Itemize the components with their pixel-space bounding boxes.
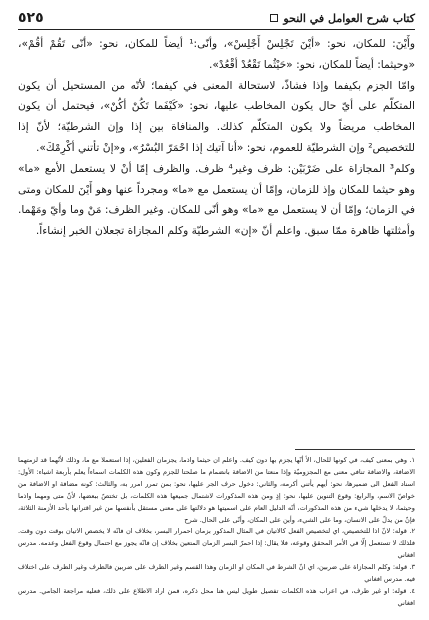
paragraph: وأَيْنَ: للمكان، نحو: «أيْنَ تَجْلِسْ أَجْلِسْ»، وأنّى:¹ أيضاً للمكان، نحو: «أنّى تَقُمْ أقُمْ»، «وحيثما: أيضاً للمكان، نحو: «حَيْثُما تَقْعُدْ أقْعُدْ».	[18, 37, 415, 71]
paragraph: وكلم³ المجازاة على ضَرْبَيْن: ظرف وغير⁴ ظرف. والظرف إمّا أنْ لا يستعمل الأمع «ما» وهو حيثما للمكان وإذ للزمان، وإمّا أن يستعمل مع «ما» ومجرداً عنها وهو أَيْنَ للمكان ومتى في الزمان؛ وإمّا أن لا يستعمل مع «ما» وهو أنّى للمكان. وغير الظرف: مَنْ وما وأيّ ومَهْما. وأمثلتها ظاهرة ممّا سبق. واعلم أنّ «إن» الشرطيّة وكلم المجازاة تجعلان الخبر إنشاءاً.	[18, 161, 415, 238]
header-divider	[18, 29, 415, 30]
running-header	[18, 8, 415, 28]
book-title	[270, 12, 415, 25]
footnote: ٤. قوله: او غير ظرف، في اعراب هذه الكلمات تفصيل طويل ليس هنا محل ذكره، فمن اراد الاطلاع على ذلك، فعليه مراجعة الجامي. مدرس افغاني	[18, 586, 415, 607]
paragraph: وامّا الجزم بكيفما وإذا فشاذّ، لاستحالة المعنى في كيفما؛ لأنّه من المستحيل أن يكون المتكلّم على أيّ حال يكون المخاطب عليها، نحو: «كَيْفَما تَكُنْ أكُنْ»، فيحتمل أن يكون المخاطب مريضاً ولا يكون المتكلّم كذلك. والمنافاة بين إذا وإن الشرطيّة؛ لأنّ إذا للتخصيص² وإن الشرطيّة للعموم، نحو: «أنا آتيك إذا احْمَرّ البُسْرُ»، و«إنْ تأتني أكْرِمْكَ».	[18, 78, 415, 154]
footnote: ١. وهي بمعنى كيف، في كونها للحال، الأ أنّها يجزم بها دون كيف. واعلم ان حيثما واذما، يجزمان الفعلين، إذا استعملا مع ما، وذلك لأنّهما قد لزمتهما الاضافة، والاضافة تنافي معنى مع المجزوميّة وإذا منعتا من الاضافة بانضمام ما صلحتا للجزم وكون هذه الكلمات اسماءاً يعلم بأربعة اشياء: الأول: اسناد الفعل الى ضميرها، نحو: أيهم يأتني أكرمه، والثاني: دخول حرف الجر عليها، نحو: بمن تمرر امرر به، والثالث: كونه مضافة او الاضافة من خواصّ الاسم، والرابع: وقوع التنوين عليها، نحو: إذٍ ومن هذه المذكورات لاشتمال جميعها هذه الكلمات، بل تختصّ ببعضها، لأنّ متى ومهما واذما وحيثما، لا يدخلها شيء من هذه المذكورات، أنّه الدليل العام على اسميتها هو دلالتها على معنى مستقل بأنفسها من غير اقترانها بأحد الأزمنة الثلاثة، فإنّ من يدلّ على الانسان، وما على الشيء، وأين على المكان، وأنّى على الحال. شرح	[18, 456, 415, 524]
main-text	[18, 34, 415, 242]
footnote: ٢. قوله: لانّ اذا للتخصيص، اي لتخصيص الفعل كالاتيان في المثال المذكور بزمان احمرار البسر، بخلاف ان فانّه لا يخصص الاتيان بوقت دون وقت. فلذلك لا تستعمل إلّا في الأمر المحقق وقوعه، فلا يقال: إذا احمرّ البسر الزمان المتعين بخلاف إن فانّه يجوز مع احتمال وقوع الفعل وعدمه. مدرس افغاني	[18, 527, 415, 560]
book-title-text: كتاب شرح العوامل في النحو	[283, 11, 415, 25]
footnote-divider	[295, 449, 415, 450]
page-number: ٥٢٥	[18, 10, 44, 26]
square-ornament-icon	[270, 14, 278, 22]
footnotes	[18, 455, 415, 610]
footnote: ٣. قوله: وكلم المجازاة على ضربين، اي انّ الشرط في المكان او الزمان وهذا القسم وغير الظرف على ضربين فالظرف وغير الظرف على اختلاف فيه. مدرس افغاني	[18, 563, 415, 584]
